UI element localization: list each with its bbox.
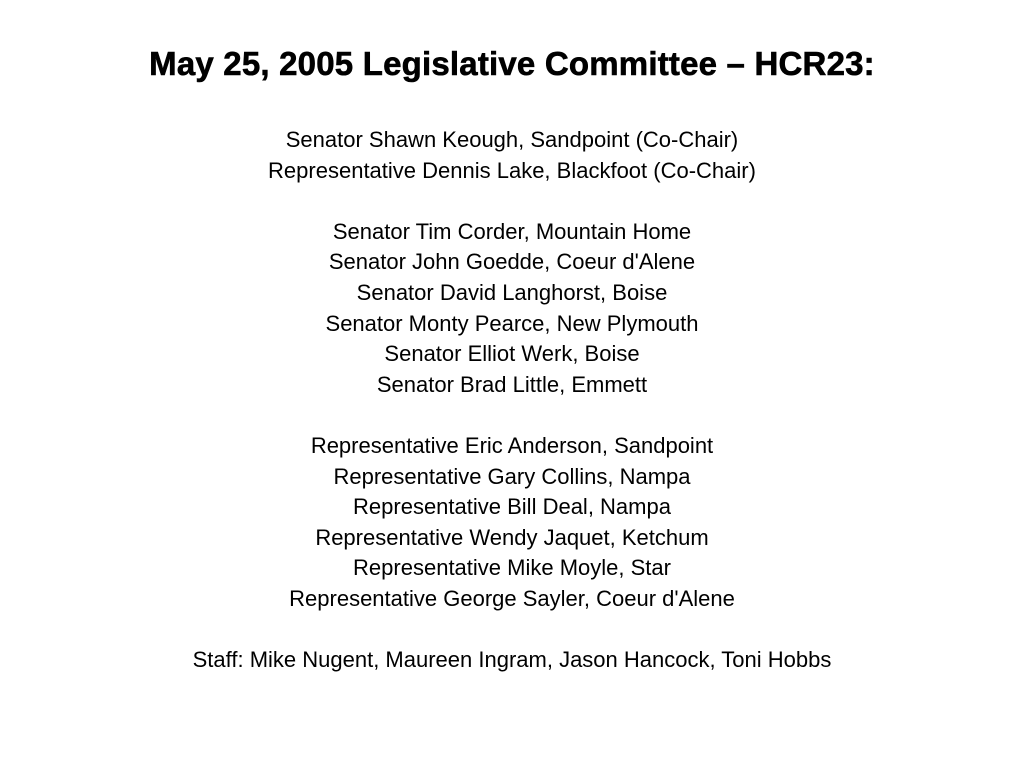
senator-line: Senator David Langhorst, Boise bbox=[356, 279, 668, 305]
representative-line: Representative Mike Moyle, Star bbox=[353, 555, 671, 581]
staff-line: Staff: Mike Nugent, Maureen Ingram, Jason Hancock, Toni Hobbs bbox=[192, 647, 832, 673]
co-chair-line: Senator Shawn Keough, Sandpoint (Co-Chair) bbox=[285, 127, 739, 152]
slide-title: May 25, 2005 Legislative Committee – HCR23: bbox=[149, 45, 875, 82]
senator-line: Senator Monty Pearce, New Plymouth bbox=[325, 310, 699, 336]
senators-group bbox=[0, 217, 1024, 401]
representative-line: Representative Bill Deal, Nampa bbox=[353, 494, 671, 520]
representative-line: Representative Wendy Jaquet, Ketchum bbox=[315, 524, 709, 550]
senator-line: Senator John Goedde, Coeur d'Alene bbox=[328, 249, 696, 275]
senator-line: Senator Tim Corder, Mountain Home bbox=[332, 218, 692, 244]
co-chair-line: Representative Dennis Lake, Blackfoot (Co-Chair) bbox=[268, 157, 756, 183]
representative-line: Representative Gary Collins, Nampa bbox=[333, 463, 691, 489]
senator-line: Senator Brad Little, Emmett bbox=[376, 371, 648, 397]
staff-group bbox=[0, 645, 1024, 676]
co-chairs-group bbox=[0, 125, 1024, 186]
senator-line: Senator Elliot Werk, Boise bbox=[384, 341, 640, 367]
representative-line: Representative Eric Anderson, Sandpoint bbox=[310, 432, 714, 458]
representative-line: Representative George Sayler, Coeur d'Alene bbox=[289, 585, 735, 611]
committee-roster bbox=[0, 125, 1024, 676]
representatives-group bbox=[0, 431, 1024, 615]
